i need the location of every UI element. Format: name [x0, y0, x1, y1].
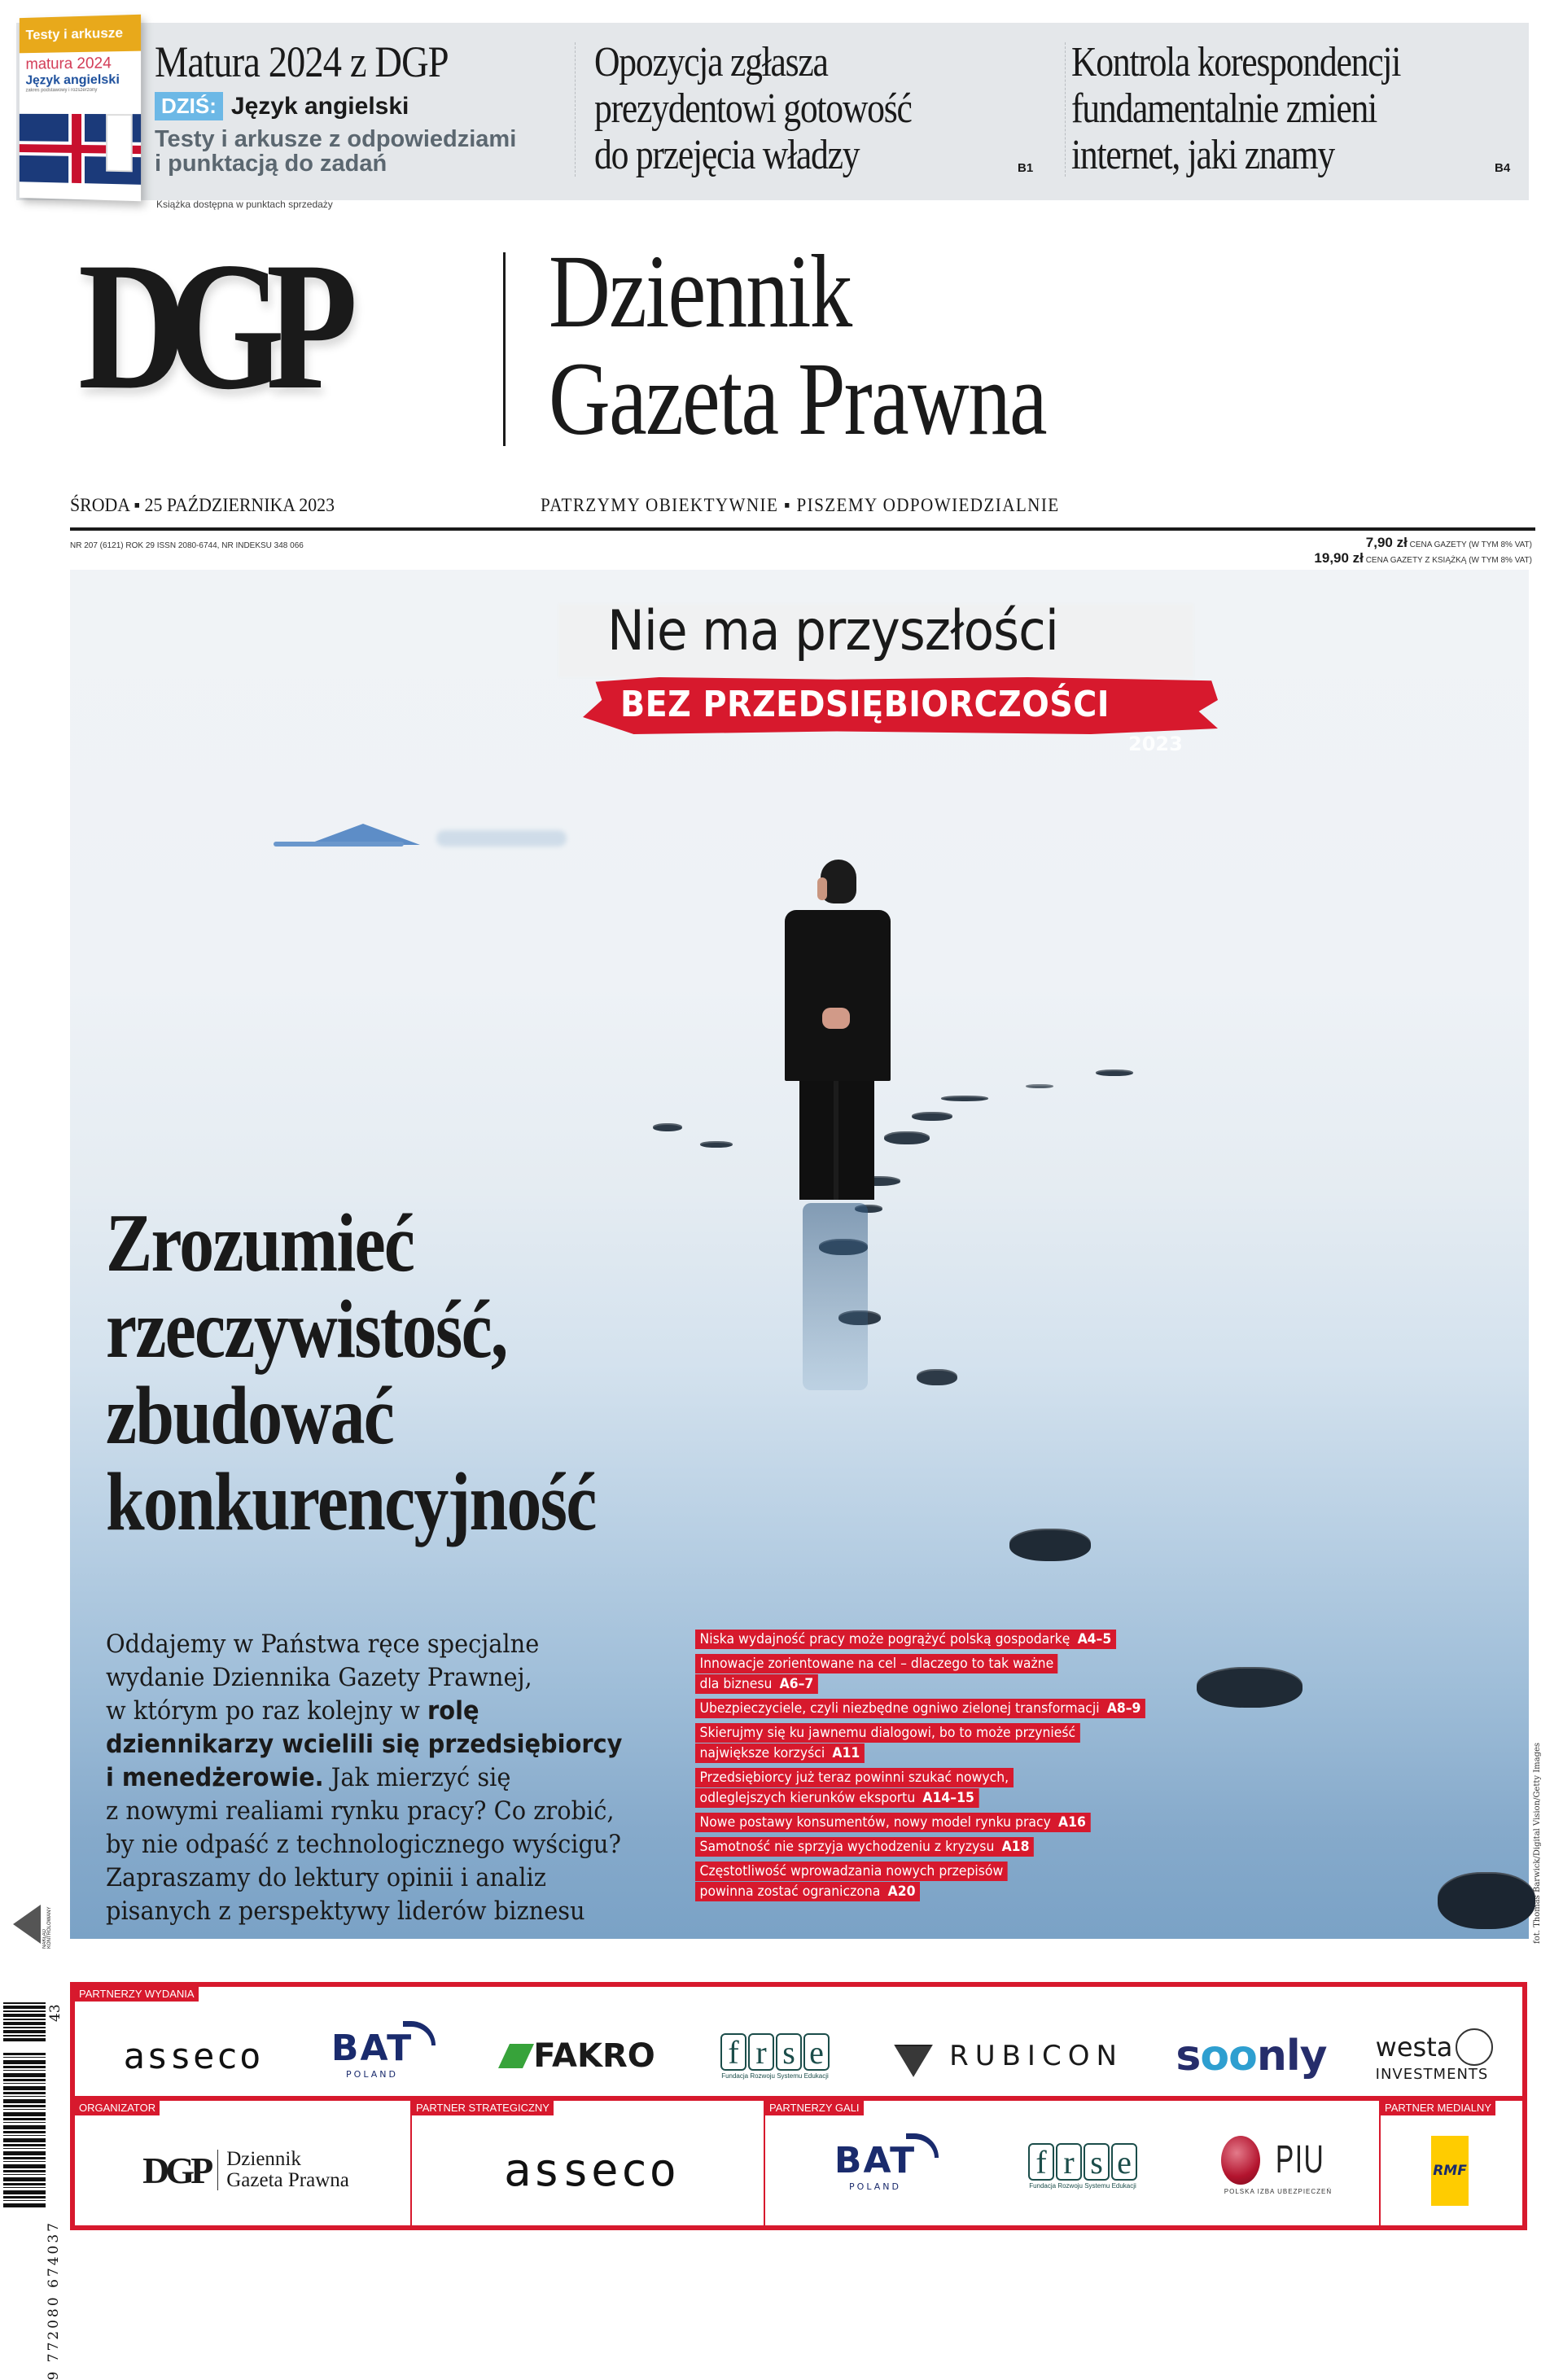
soonly-s: s — [1176, 2032, 1201, 2080]
teaser-title: Matura 2024 z DGP — [155, 37, 449, 86]
kicker-line2: BEZ PRZEDSIĘBIORCZOŚCI — [620, 684, 1110, 725]
photo-credit: fot. Thomas Barwick/Digital Vision/Getty Images — [1533, 1742, 1542, 1944]
toc-page-ref: A8–9 — [1106, 1700, 1141, 1717]
teaser-divider — [1065, 42, 1066, 177]
price-block — [1314, 536, 1532, 567]
teaser-matura[interactable] — [155, 37, 516, 177]
stepping-stone — [653, 1123, 682, 1131]
book-cover-image[interactable] — [20, 15, 141, 201]
dateline: ŚRODA ▪ 25 PAŹDZIERNIKA 2023 — [70, 495, 335, 515]
bat-wordmark — [331, 2028, 413, 2080]
headline-line: konkurencyjność — [106, 1456, 596, 1548]
section-label: ORGANIZATOR — [75, 2101, 160, 2115]
story-line: prezydentowi gotowość — [594, 85, 912, 132]
toc-line — [695, 1743, 865, 1763]
toc-text: Nowe postawy konsumentów, nowy model rynku pracy — [699, 1814, 1051, 1831]
dgp-small-name: Dziennik — [226, 2148, 301, 2170]
frse-letter: r — [748, 2033, 774, 2071]
soonly-wordmark — [1176, 2032, 1326, 2080]
asseco-wordmark: asseco — [123, 2035, 263, 2077]
dgp-small-logo[interactable] — [91, 2133, 401, 2207]
union-jack-flag-icon — [20, 114, 141, 185]
bat-text: BAT — [834, 2140, 917, 2181]
teaser-story-correspondence[interactable] — [1071, 39, 1463, 178]
frse-letter: f — [720, 2033, 746, 2071]
headline-line: rzeczywistość, — [106, 1284, 507, 1376]
diamond-icon — [891, 2033, 936, 2079]
asseco-logo[interactable] — [99, 2028, 287, 2085]
toc-text: Przedsiębiorcy już teraz powinni szukać nowych, — [699, 1770, 1009, 1786]
teaser-description — [155, 127, 516, 177]
story-line: fundamentalnie zmieni — [1071, 85, 1377, 132]
toc-text: Częstotliwość wprowadzania nowych przepisów — [699, 1863, 1004, 1879]
price-amount: 19,90 zł — [1314, 550, 1364, 566]
price-label: CENA GAZETY (W TYM 8% VAT) — [1409, 540, 1532, 549]
fakro-wordmark — [504, 2037, 655, 2075]
frse-letter: r — [1056, 2143, 1082, 2181]
book-scope: zakres podstawowy i rozszerzony — [25, 87, 98, 94]
piu-globe-icon — [1221, 2136, 1260, 2185]
logo-separator — [217, 2150, 218, 2190]
toc-item[interactable] — [695, 1862, 1298, 1902]
circulation-control-stamp — [13, 1897, 52, 1949]
lead-line: pisanych z perspektywy liderów biznesu — [106, 1897, 585, 1926]
kicker-year: 2023 — [1128, 733, 1183, 755]
toc-text: Innowacje zorientowane na cel – dlaczego to tak ważne — [699, 1656, 1054, 1672]
man-reflection — [803, 1203, 868, 1390]
lead-line: z nowymi realiami rynku pracy? Co zrobić, — [106, 1796, 615, 1826]
lead-line: wydanie Dziennika Gazety Prawnej, — [106, 1663, 532, 1692]
toc-text: Samotność nie sprzyja wychodzeniu z kryzysu — [699, 1839, 995, 1855]
toc-item[interactable] — [695, 1699, 1298, 1719]
piu-logo[interactable] — [1205, 2120, 1351, 2210]
toc-item[interactable] — [695, 1813, 1298, 1833]
toc-page-ref: A18 — [1001, 1839, 1030, 1855]
frse-wordmark — [720, 2033, 830, 2080]
barcode-digits: 9 772080 674037 — [46, 2220, 62, 2380]
book-banner: Testy i arkusze — [20, 15, 141, 54]
teaser-desc-line: Testy i arkusze z odpowiedziami — [155, 126, 517, 152]
today-badge: DZIŚ: — [155, 92, 223, 120]
bat-logo[interactable] — [311, 2021, 433, 2086]
toc-page-ref: A11 — [832, 1745, 860, 1761]
page-ref-b1: B1 — [1018, 161, 1034, 175]
barcode-icon — [3, 2053, 46, 2207]
toc-line — [695, 1788, 979, 1808]
frse-wordmark — [1028, 2143, 1137, 2190]
barcode — [3, 1996, 49, 2216]
barcode-addon-digits: 43 — [47, 2004, 63, 2022]
logo-separator — [503, 252, 506, 446]
book-edition: matura 2024 — [25, 55, 112, 73]
toc-line — [695, 1882, 920, 1901]
westa-text: westa — [1375, 2031, 1453, 2063]
lead-line — [106, 1695, 606, 1728]
toc-item[interactable] — [695, 1768, 1298, 1809]
toc-line — [695, 1768, 1014, 1787]
toc-line — [695, 1813, 1090, 1832]
stepping-stone — [917, 1369, 957, 1385]
toc-text: Ubezpieczyciele, czyli niezbędne ogniwo zielonej transformacji — [699, 1700, 1100, 1717]
bat-logo-gala[interactable] — [806, 2125, 944, 2207]
headline-line: Zrozumieć — [106, 1197, 414, 1289]
bat-sub: POLAND — [849, 2181, 901, 2192]
toc-text: dla biznesu — [699, 1676, 773, 1692]
qr-code-icon — [106, 114, 133, 172]
toc-line — [695, 1674, 818, 1694]
lead-line: Zapraszamy do lektury opinii i analiz — [106, 1863, 546, 1892]
headline-line: zbudować — [106, 1370, 394, 1462]
toc-item[interactable] — [695, 1723, 1298, 1764]
story-line: do przejęcia władzy — [594, 132, 860, 178]
cell-gala-partners — [765, 2101, 1381, 2225]
piu-wordmark — [1221, 2136, 1335, 2195]
bat-swoosh-icon — [403, 2021, 436, 2045]
section-label: PARTNER STRATEGICZNY — [412, 2101, 554, 2115]
frse-letter: f — [1028, 2143, 1054, 2181]
story-line: Opozycja zgłasza — [594, 39, 828, 85]
newspaper-name-line2: Gazeta Prawna — [549, 341, 1047, 457]
page-ref-b4: B4 — [1495, 161, 1511, 175]
frse-letter: e — [1111, 2143, 1137, 2181]
toc-item[interactable] — [695, 1837, 1298, 1857]
price-amount: 7,90 zł — [1365, 535, 1408, 550]
story-line: internet, jaki znamy — [1071, 132, 1334, 178]
masthead-rule — [70, 527, 1535, 531]
stepping-stone — [700, 1141, 733, 1148]
westa-sub: INVESTMENTS — [1375, 2065, 1489, 2083]
soonly-rest: nly — [1256, 2032, 1327, 2080]
island-base — [274, 842, 404, 847]
lead-bold: i menedżerowie. — [106, 1763, 324, 1792]
westa-emblem-icon — [1456, 2028, 1493, 2066]
newspaper-name-line1: Dziennik — [549, 234, 852, 349]
toc-page-ref: A20 — [887, 1883, 916, 1900]
fakro-text: FAKRO — [533, 2037, 655, 2075]
section-kicker — [526, 588, 1242, 755]
piu-sub: POLSKA IZBA UBEZPIECZEŃ — [1224, 2187, 1333, 2195]
lead-line — [106, 1761, 606, 1795]
toc-item[interactable] — [695, 1630, 1298, 1650]
toc-text: odleglejszych kierunków eksportu — [699, 1790, 916, 1806]
toc-text: Niska wydajność pracy może pogrążyć polską gospodarkę — [699, 1631, 1070, 1647]
table-of-contents — [695, 1630, 1298, 1906]
toc-text: Skierujmy się ku jawnemu dialogowi, bo to może przynieść — [699, 1725, 1076, 1741]
rubicon-text: RUBICON — [949, 2040, 1123, 2072]
teaser-desc-line: i punktacją do zadań — [155, 151, 387, 177]
toc-page-ref: A4–5 — [1077, 1631, 1112, 1647]
partners-row-gala — [75, 2101, 1522, 2225]
hero-photo — [70, 570, 1529, 1939]
lead-text: Jak mierzyć się — [323, 1763, 511, 1792]
stepping-stone — [1009, 1529, 1091, 1561]
today-subject: Język angielski — [230, 92, 409, 120]
frse-logo[interactable] — [702, 2019, 848, 2093]
price-label: CENA GAZETY Z KSIĄŻKĄ (W TYM 8% VAT) — [1365, 556, 1532, 565]
teaser-divider — [575, 42, 576, 177]
frse-letter: e — [803, 2033, 830, 2071]
rmf-logo[interactable] — [1413, 2130, 1486, 2212]
story-line: Kontrola korespondencji — [1071, 39, 1401, 85]
cell-organizer — [75, 2101, 412, 2225]
lead-line-bold: dziennikarzy wcielili się przedsiębiorcy — [106, 1730, 623, 1759]
asseco-logo-large[interactable] — [428, 2133, 754, 2207]
rmf-wordmark: RMF — [1431, 2136, 1469, 2206]
stepping-stone — [1438, 1872, 1535, 1929]
bat-sub: POLAND — [346, 2069, 398, 2080]
stepping-stone — [1026, 1084, 1053, 1088]
lead-line: Oddajemy w Państwa ręce specjalne — [106, 1630, 540, 1659]
soonly-logo[interactable] — [1158, 2019, 1345, 2093]
asseco-wordmark: asseco — [503, 2143, 679, 2197]
newspaper-name — [549, 234, 1047, 457]
bat-text: BAT — [331, 2028, 414, 2069]
section-label: PARTNERZY GALI — [765, 2101, 864, 2115]
toc-page-ref: A6–7 — [779, 1676, 814, 1692]
dgp-small-mark: DGP — [142, 2149, 210, 2191]
bat-swoosh-icon — [906, 2133, 939, 2158]
toc-item[interactable] — [695, 1654, 1298, 1695]
kicker-line1: Nie ma przyszłości — [607, 599, 1059, 663]
toc-line — [695, 1699, 1145, 1718]
section-label: PARTNER MEDIALNY — [1381, 2101, 1495, 2115]
issue-meta: NR 207 (6121) ROK 29 ISSN 2080-6744, NR INDEKSU 348 066 — [70, 541, 304, 550]
soonly-infinity-icon: oo — [1200, 2032, 1257, 2080]
book-subject: Język angielski — [25, 72, 120, 88]
lead-paragraph — [106, 1628, 643, 1928]
toc-text: powinna zostać ograniczona — [699, 1883, 881, 1900]
lead-bold: rolę — [427, 1696, 479, 1726]
toc-line — [695, 1837, 1034, 1857]
businessman-figure — [785, 860, 899, 1201]
lead-text: w którym po raz kolejny w — [106, 1696, 428, 1726]
lead-line: by nie odpaść z technologicznego wyścigu? — [106, 1830, 621, 1859]
piu-text: PIU — [1275, 2138, 1325, 2181]
frse-sub: Fundacja Rozwoju Systemu Edukacji — [721, 2072, 829, 2080]
westa-logo[interactable] — [1353, 2015, 1516, 2096]
price-row — [1314, 552, 1532, 567]
rubicon-wordmark — [891, 2033, 1123, 2079]
toc-page-ref: A16 — [1058, 1814, 1086, 1831]
toc-line — [695, 1630, 1116, 1649]
cell-media-partner — [1381, 2101, 1522, 2225]
barcode-addon-icon — [3, 2002, 46, 2043]
bat-wordmark — [834, 2140, 916, 2192]
stepping-stone — [941, 1096, 988, 1101]
distant-haze — [436, 830, 567, 847]
stepping-stone — [912, 1112, 952, 1121]
motto: PATRZYMY OBIEKTYWNIE ▪ PISZEMY ODPOWIEDZIALNIE — [541, 495, 1060, 515]
frse-letter: s — [1084, 2143, 1110, 2181]
section-label: PARTNERZY WYDANIA — [75, 1987, 199, 2002]
stepping-stone — [1096, 1070, 1133, 1076]
toc-line — [695, 1723, 1080, 1743]
frse-logo-gala[interactable] — [1001, 2125, 1164, 2207]
toc-page-ref: A14–15 — [922, 1790, 974, 1806]
dgp-small-name: Gazeta Prawna — [226, 2169, 349, 2191]
teaser-story-opposition[interactable] — [594, 39, 972, 178]
partners-row-edition — [75, 1987, 1522, 2101]
toc-text: największe korzyści — [699, 1745, 825, 1761]
toc-line — [695, 1654, 1058, 1673]
control-stamp-icon — [13, 1905, 41, 1944]
cell-strategic-partner — [412, 2101, 765, 2225]
control-stamp-text: NAKŁAD KONTROLOWANY — [42, 1906, 52, 1949]
main-headline[interactable] — [106, 1197, 689, 1548]
book-availability-note: Książka dostępna w punktach sprzedaży — [156, 199, 333, 210]
partners-box — [70, 1982, 1527, 2230]
rubicon-logo[interactable] — [873, 2019, 1141, 2093]
frse-letter: s — [776, 2033, 802, 2071]
fakro-logo[interactable] — [482, 2028, 677, 2085]
toc-line — [695, 1862, 1008, 1881]
frse-sub: Fundacja Rozwoju Systemu Edukacji — [1029, 2181, 1136, 2190]
westa-wordmark — [1376, 2028, 1494, 2083]
fakro-mark-icon — [498, 2044, 534, 2068]
dgp-logo[interactable]: DGP — [78, 224, 339, 427]
